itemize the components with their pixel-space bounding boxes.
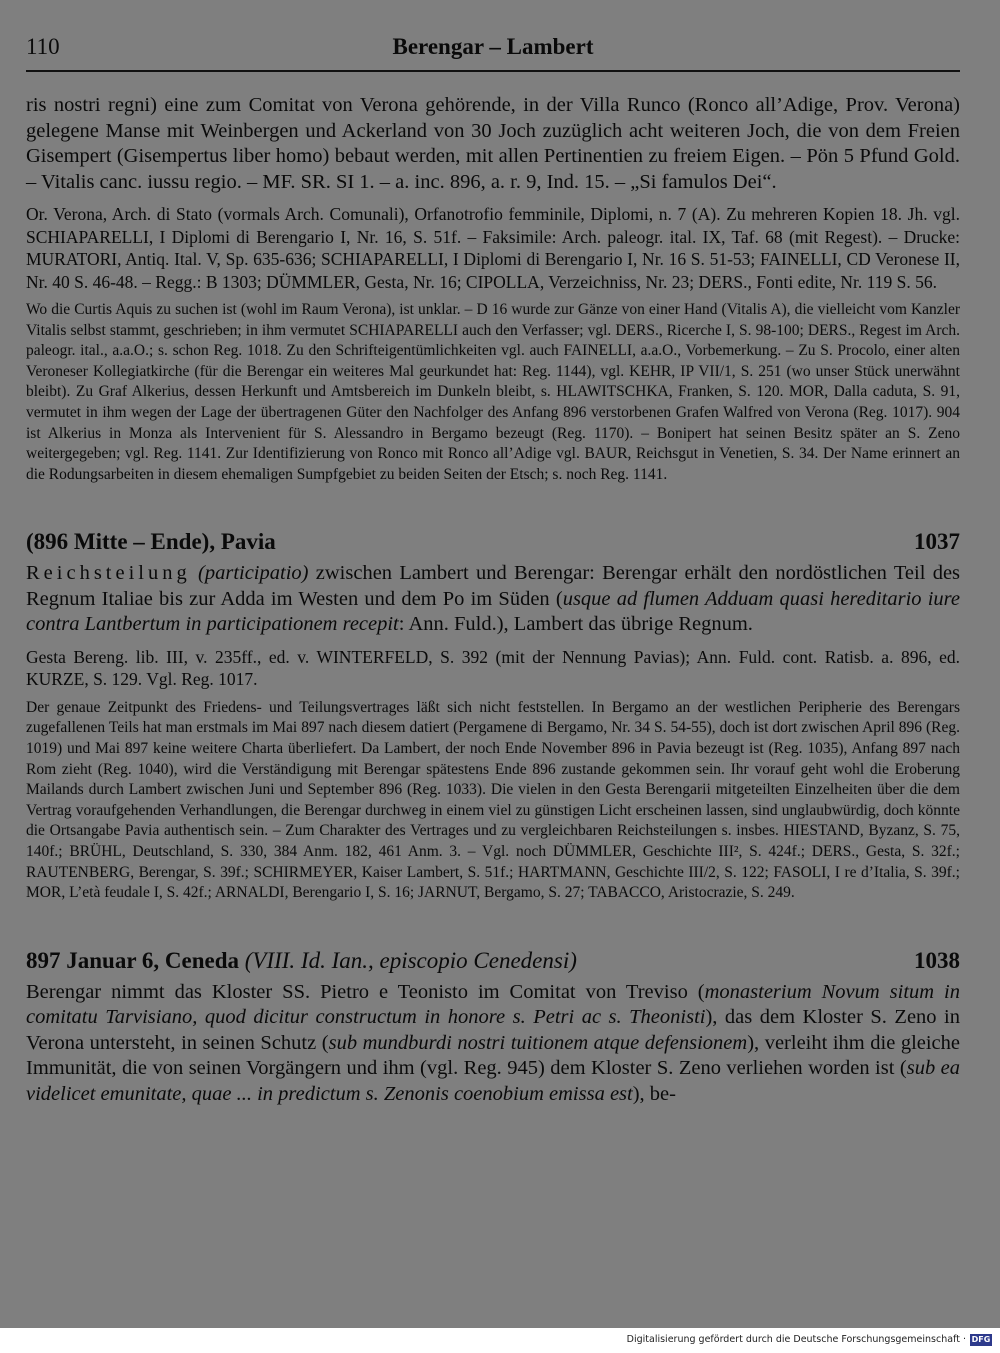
entry-keyword: Reichsteilung (26, 562, 191, 585)
entry-1037 (26, 529, 960, 903)
entry-commentary: Wo die Curtis Aquis zu suchen ist (wohl im Raum Verona), ist unklar. – D 16 wurde zur Gänze von einer Hand (Vitalis A), die vielleicht vom Kanzler Vitalis selbst stammt, geschrieben; in ihm vermutet SCHIAPARELLI auch den Verfasser; vgl. DERS., Ricerche I, S. 98-100; DERS., Regest im Arch. paleogr. ital., a.a.O.; s. schon Reg. 1018. Zu den Schrifteigentümlichkeiten vgl. auch FAINELLI, a.a.O., Vorbemerkung. – Zu S. Procolo, einer alten Veroneser Kollegiatkirche (für die Berengar ein weiteres Mal geurkundet hat: Reg. 1144), vgl. KEHR, IP VII/1, S. 251 (wo unser Stück unerwähnt bleibt). Zu Graf Alkerius, dessen Herkunft und Amtsbereich im Dunkeln bleibt, s. HLAWITSCHKA, Franken, S. 120. MOR, Dalla caduta, S. 91, vermutet in ihm wegen der Lage der übertragenen Güter den Nachfolger des Anfang 896 verstorbenen Grafen Walfred von Verona (Reg. 1017). 904 ist Alkerius in Monza als Intervenient für S. Alessandro in Bergamo bezeugt (Reg. 1170). – Bonipert hat seinen Besitz später an S. Zeno weitergegeben; vgl. Reg. 1141. Zur Identifizierung von Ronco mit Ronco all’Adige vgl. BAUR, Reichsgut in Venetien, S. 34. Der Name erinnert an die Rodungsarbeiten in diesem ehemaligen Sumpfgebiet zu beiden Seiten der Etsch; s. noch Reg. 1141. (26, 301, 960, 483)
entry-1038 (26, 948, 960, 1108)
entry-number: 1038 (914, 947, 960, 973)
entry-citation: Or. Verona, Arch. di Stato (vormals Arch. Comunali), Orfanotrofio femminile, Diplomi, n. 7 (A). Zu mehreren Kopien 18. Jh. vgl. SCHIAPARELLI, I Diplomi di Berengario I, Nr. 16, S. 51f. – Faksimile: Arch. paleogr. ital. IX, Taf. 68 (mit Regest). – Drucke: MURATORI, Antiq. Ital. V, Sp. 635-636; SCHIAPARELLI, I Diplomi di Berengario I, Nr. 16 S. 51-53; FAINELLI, CD Veronese II, Nr. 40 S. 46-48. – Regg.: B 1303; DÜMMLER, Gesta, Nr. 16; CIPOLLA, Verzeichniss, Nr. 23; DERS., Fonti edite, Nr. 119 S. 56. (26, 204, 960, 292)
body-text-segment: zwischen Lambert und Berengar: Berengar erhält den nordöstlichen Teil des Regnum Italiae bis zur Adda im Westen und dem Po im Süden ( (26, 562, 961, 610)
page-number: 110 (26, 34, 60, 59)
body-text-segment: : Ann. Fuld.), Lambert das übrige Regnum. (398, 613, 753, 636)
entry-citation: Gesta Bereng. lib. III, v. 235ff., ed. v. WINTERFELD, S. 392 (mit der Nennung Pavias); Ann. Fuld. cont. Ratisb. a. 896, ed. KURZE, S. 129. Vgl. Reg. 1017. (26, 646, 960, 690)
body-text-segment: ), be- (632, 1082, 676, 1105)
page-header (26, 30, 960, 72)
entry-number: 1037 (914, 529, 960, 555)
entry-body: ris nostri regni) eine zum Comitat von Verona gehörende, in der Villa Runco (Ronco all’Adige, Prov. Verona) gelegene Manse mit Weinbergen und Ackerland von 30 Joch zuzüglich acht weiteren Joch, die von dem Freien Gisempert (Gisempertus liber homo) bebaut werden, mit allen Pertinentien zu freiem Eigen. – Pön 5 Pfund Gold. – Vitalis canc. iussu regio. – MF. SR. SI 1. – a. inc. 896, a. r. 9, Ind. 15. – „Si famulos Dei“. (26, 94, 960, 193)
entry-heading (26, 948, 960, 974)
entry-1036-continuation (26, 93, 960, 485)
entry-body (26, 980, 960, 1108)
latin-quote: monasterium Novum situm in comitatu Tarvisiano, quod dicitur constructum in honore s. Petri ac s. Theonisti (26, 980, 960, 1029)
page-content (26, 93, 960, 1107)
entry-heading (26, 529, 960, 555)
body-text-segment: ), verleiht ihm die gleiche Immunität, die von seinen Vorgängern und ihm (vgl. Reg. 945) dem Kloster S. Zeno verliehen worden ist ( (26, 1031, 961, 1080)
entry-latin-date: (VIII. Id. Ian., episcopio Cenedensi) (244, 947, 577, 973)
digitization-footer (0, 1328, 1000, 1353)
dfg-logo: DFG (971, 1335, 991, 1344)
entry-date-place: (896 Mitte – Ende), Pavia (26, 529, 276, 555)
entry-commentary: Der genaue Zeitpunkt des Friedens- und Teilungsvertrages läßt sich nicht feststellen. In Bergamo an der westlichen Peripherie des Berengars zugefallenen Teils hat man erstmals im Mai 897 nach diesem datiert (Pergamene di Bergamo, Nr. 34 S. 54-55), doch ist dort zwischen April 896 (Reg. 1019) und Mai 897 keine weitere Charta überliefert. Da Lambert, der noch Ende November 896 in Pavia bezeugt ist (Reg. 1035), Anfang 897 nach Rom zieht (Reg. 1040), wird die Verständigung mit Berengar spätestens Ende 896 zustande gekommen sein. Ihr vorauf geht wohl die Eroberung Mailands durch Lambert zwischen Juni und September 896 (Reg. 1033). Die vielen in den Gesta Berengarii mitgeteilten Einzelheiten über die dem Vertrag voraufgehenden Verhandlungen, die Berengar durchweg in einem viel zu günstigen Licht erscheinen lassen, sind unglaubwürdig, doch könnte die Ortsangabe Pavia authentisch sein. – Zum Charakter des Vertrages und zu vergleichbaren Reichsteilungen s. insbes. HIESTAND, Byzanz, S. 75, 140f.; BRÜHL, Deutschland, S. 330, 384 Anm. 182, 461 Anm. 3. – Vgl. noch DÜMMLER, Geschichte III², S. 424f.; DERS., Gesta, S. 32f.; RAUTENBERG, Berengar, S. 39f.; SCHIRMEYER, Kaiser Lambert, S. 51f.; HARTMANN, Geschichte III/2, S. 122; FASOLI, I re d’Italia, S. 39f.; MOR, L’età feudale I, S. 42f.; ARNALDI, Berengario I, S. 16; JARNUT, Bergamo, S. 27; TABACCO, Aristocrazie, S. 249. (26, 698, 960, 902)
body-text-segment: Berengar nimmt das Kloster SS. Pietro e Teonisto im Comitat von Treviso ( (26, 980, 705, 1003)
latin-term: (participatio) (198, 562, 309, 585)
latin-quote: sub ea videlicet emunitate, quae ... in predictum s. Zenonis coenobium emissa est (26, 1057, 961, 1105)
latin-quote: sub mundburdi nostri tuitionem atque defensionem (328, 1031, 748, 1054)
entry-date: 897 Januar 6, Ceneda (26, 947, 239, 973)
entry-date-place (26, 948, 577, 974)
funding-notice: Digitalisierung gefördert durch die Deutsche Forschungsgemeinschaft · (626, 1334, 966, 1345)
entry-body (26, 561, 960, 638)
latin-quote: usque ad flumen Adduam quasi hereditario iure contra Lantbertum in participationem recepit (26, 587, 960, 636)
running-title: Berengar – Lambert (392, 34, 594, 59)
body-text-segment: ), das dem Kloster S. Zeno in Verona untersteht, in seinen Schutz ( (26, 1006, 961, 1054)
